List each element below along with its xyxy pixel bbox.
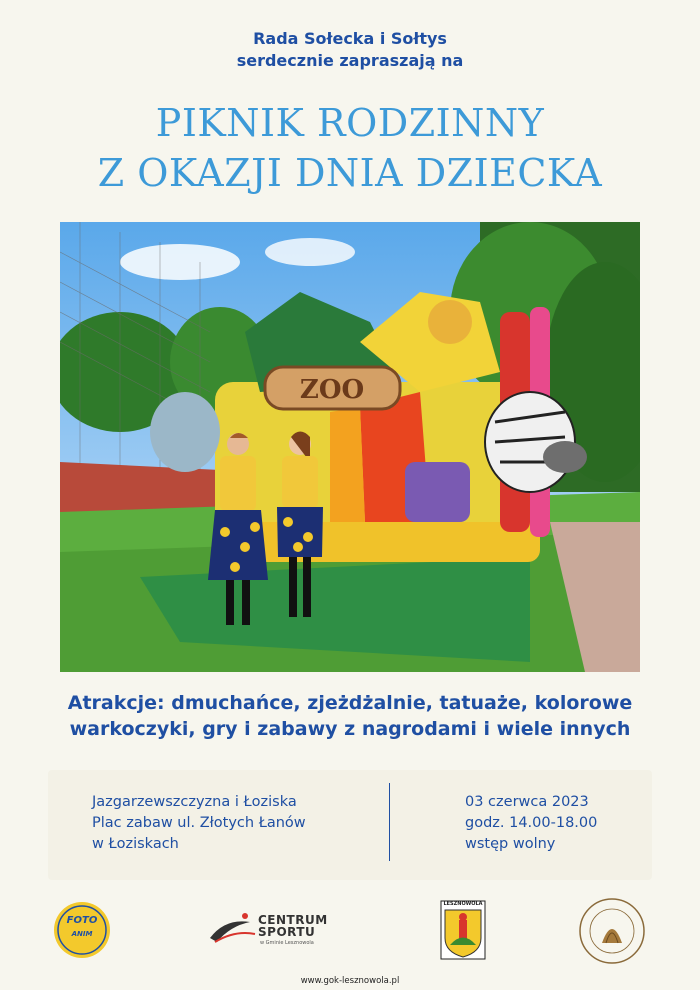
attractions-line-1: Atrakcje: dmuchańce, zjeżdżalnie, tatuaże, kolorowe <box>67 692 633 714</box>
location-line-2: Plac zabaw ul. Złotych Łanów <box>92 815 306 831</box>
bouncy-castle-photo <box>60 222 640 672</box>
event-entry: wstęp wolny <box>465 836 556 852</box>
intro-line-1: Rada Sołecka i Sołtys <box>253 29 447 48</box>
event-photo <box>60 222 640 672</box>
attractions-line-2: warkoczyki, gry i zabawy z nagrodami i wiele innych <box>69 718 631 740</box>
gok-logo-icon <box>578 897 646 965</box>
event-title-line-2: Z OKAZJI DNIA DZIECKA <box>97 151 603 195</box>
info-divider <box>389 783 390 861</box>
intro-line-2: serdecznie zapraszają na <box>236 51 464 70</box>
centrum-text-2: SPORTU <box>258 925 316 939</box>
lesznowola-crest-icon <box>440 900 486 960</box>
centrum-text-1: CENTRUM <box>258 913 328 927</box>
centrum-small-text: w Gminie Lesznowola <box>260 940 314 946</box>
location-line-3: w Łoziskach <box>92 836 179 852</box>
foto-anim-text-2: ANIM <box>71 930 93 938</box>
foto-anim-text-1: FOTO <box>66 915 98 926</box>
event-date: 03 czerwca 2023 <box>465 794 589 810</box>
zoo-sign-text: ZOO <box>299 375 365 405</box>
event-time: godz. 14.00-18.00 <box>465 815 598 831</box>
crest-label: LESZNOWOLA <box>443 901 483 907</box>
event-title-line-1: PIKNIK RODZINNY <box>155 101 545 145</box>
location-line-1: Jazgarzewszczyzna i Łoziska <box>92 794 297 810</box>
footer-url[interactable]: www.gok-lesznowola.pl <box>300 976 400 986</box>
